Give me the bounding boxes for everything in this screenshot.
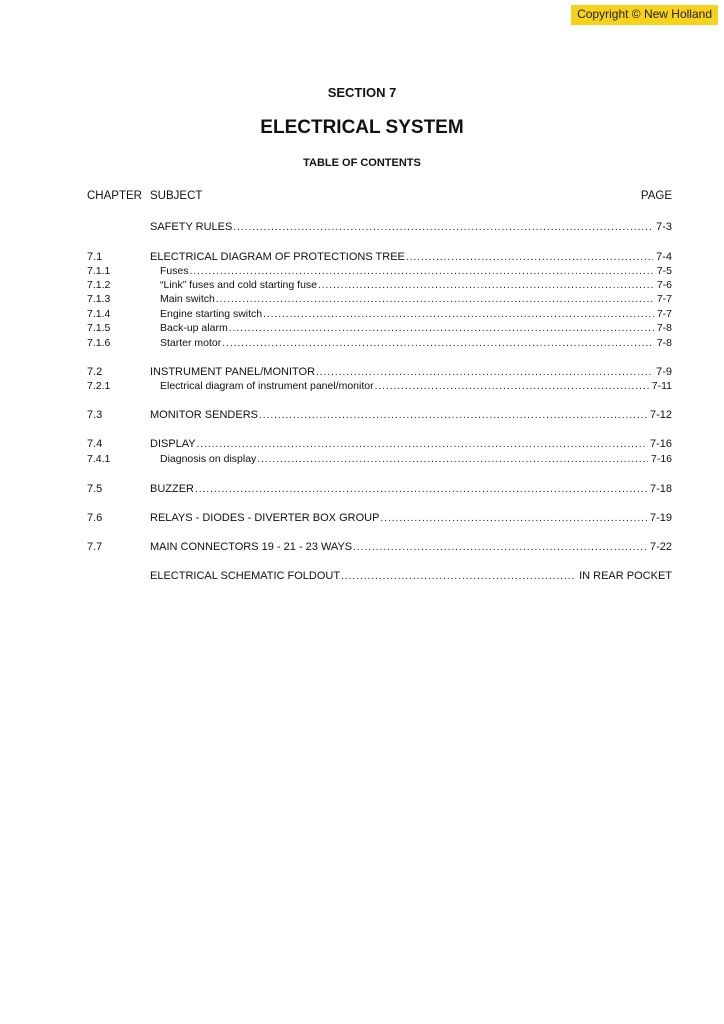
toc-chapter-number: 7.7: [87, 541, 103, 553]
toc-row[interactable]: [87, 379, 672, 393]
chapter-column-header: CHAPTER: [87, 190, 142, 202]
toc-subject: Diagnosis on display: [160, 453, 257, 465]
toc-subject: Fuses: [160, 265, 189, 277]
copyright-badge: Copyright © New Holland: [571, 5, 718, 25]
toc-row[interactable]: [87, 365, 672, 379]
toc-chapter-number: 7.2: [87, 366, 103, 378]
toc-page: 7-6: [656, 279, 672, 291]
toc-chapter-number: 7.1.2: [87, 279, 111, 291]
toc-chapter-number: 7.1.3: [87, 293, 111, 305]
toc-row[interactable]: [87, 292, 672, 306]
toc-row[interactable]: [87, 220, 672, 234]
toc-row[interactable]: [87, 452, 672, 466]
toc-subject: DISPLAY: [150, 438, 196, 450]
toc-subject: “Link” fuses and cold starting fuse: [160, 279, 317, 291]
toc-chapter-number: 7.3: [87, 409, 103, 421]
toc-page: 7-3: [656, 221, 672, 233]
toc-row[interactable]: [87, 264, 672, 278]
toc-chapter-number: 7.1.5: [87, 322, 111, 334]
toc-row[interactable]: [87, 540, 672, 554]
toc-chapter-number: 7.1.6: [87, 337, 111, 349]
toc-page: 7-22: [649, 541, 672, 553]
toc-page: 7-18: [649, 483, 672, 495]
toc-chapter-number: 7.6: [87, 512, 103, 524]
toc-chapter-number: 7.4.1: [87, 453, 111, 465]
toc-subject: Electrical diagram of instrument panel/monitor: [160, 380, 374, 392]
toc-chapter-number: 7.2.1: [87, 380, 111, 392]
toc-chapter-number: 7.1.1: [87, 265, 111, 277]
toc-chapter-number: 7.5: [87, 483, 103, 495]
toc-page: IN REAR POCKET: [579, 570, 672, 582]
toc-page: 7-19: [649, 512, 672, 524]
toc-row[interactable]: [87, 278, 672, 292]
toc-subject: BUZZER: [150, 483, 194, 495]
toc-page: 7-4: [656, 251, 672, 263]
toc-subject: Main switch: [160, 293, 215, 305]
toc-subject: SAFETY RULES: [150, 221, 233, 233]
section-label: SECTION 7: [327, 85, 397, 100]
toc-page: 7-16: [650, 453, 672, 465]
toc-subject: MAIN CONNECTORS 19 - 21 - 23 WAYS: [150, 541, 353, 553]
toc-subject: INSTRUMENT PANEL/MONITOR: [150, 366, 316, 378]
toc-row[interactable]: [87, 408, 672, 422]
toc-subject: Engine starting switch: [160, 308, 263, 320]
toc-page: 7-7: [656, 308, 672, 320]
toc-row[interactable]: [87, 321, 672, 335]
toc-subject: MONITOR SENDERS: [150, 409, 258, 421]
toc-row[interactable]: [87, 250, 672, 264]
toc-page: 7-11: [651, 380, 672, 392]
toc-page: 7-16: [649, 438, 672, 450]
subject-column-header: SUBJECT: [150, 190, 203, 202]
toc-row[interactable]: [87, 307, 672, 321]
toc-row[interactable]: [87, 437, 672, 451]
toc-chapter-number: 7.4: [87, 438, 103, 450]
toc-row[interactable]: [87, 336, 672, 350]
toc-page: 7-8: [656, 322, 672, 334]
page-title: ELECTRICAL SYSTEM: [260, 117, 464, 138]
toc-page: 7-12: [649, 409, 672, 421]
toc-row[interactable]: [87, 569, 672, 583]
toc-heading: TABLE OF CONTENTS: [303, 157, 421, 169]
toc-subject: Back-up alarm: [160, 322, 228, 334]
toc-subject: RELAYS - DIODES - DIVERTER BOX GROUP: [150, 512, 380, 524]
toc-row[interactable]: [87, 482, 672, 496]
toc-page: 7-9: [656, 366, 672, 378]
toc-subject: ELECTRICAL DIAGRAM OF PROTECTIONS TREE: [150, 251, 405, 263]
toc-page: 7-7: [656, 293, 672, 305]
toc-chapter-number: 7.1.4: [87, 308, 111, 320]
toc-subject: ELECTRICAL SCHEMATIC FOLDOUT: [150, 570, 341, 582]
toc-subject: Starter motor: [160, 337, 222, 349]
toc-chapter-number: 7.1: [87, 251, 103, 263]
toc-page: 7-8: [656, 337, 672, 349]
toc-row[interactable]: [87, 511, 672, 525]
page-column-header: PAGE: [640, 190, 672, 202]
toc-page: 7-5: [656, 265, 672, 277]
